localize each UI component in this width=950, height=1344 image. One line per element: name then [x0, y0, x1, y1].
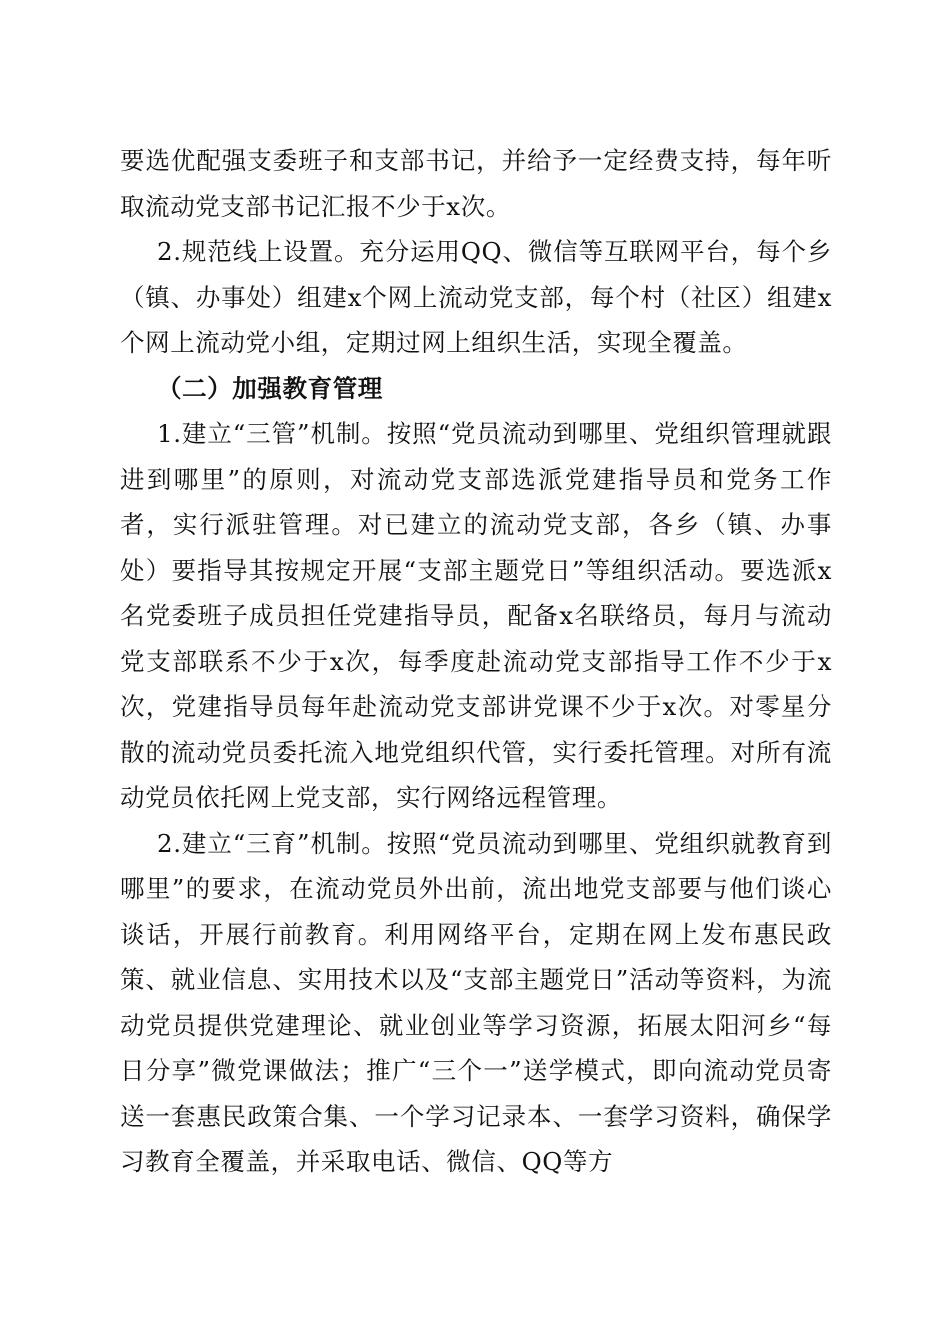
- paragraph-three-management-mechanism: 1.建立“三管”机制。按照“党员流动到哪里、党组织管理就跟进到哪里”的原则，对流动党支部选派党建指导员和党务工作者，实行派驻管理。对已建立的流动党支部，各乡（镇、办事处）要指导其按规定开展“支部主题党日”等组织活动。要选派x名党委班子成员担任党建指导员，配备x名联络员，每月与流动党支部联系不少于x次，每季度赴流动党支部指导工作不少于x次，党建指导员每年赴流动党支部讲党课不少于x次。对零星分散的流动党员委托流入地党组织代管，实行委托管理。对所有流动党员依托网上党支部，实行网络远程管理。: [120, 419, 832, 812]
- paragraph-three-education-mechanism: 2.建立“三育”机制。按照“党员流动到哪里、党组织就教育到哪里”的要求，在流动党员外出前，流出地党支部要与他们谈心谈话，开展行前教育。利用网络平台，定期在网上发布惠民政策、就业信息、实用技术以及“支部主题党日”活动等资料，为流动党员提供党建理论、就业创业等学习资源，拓展太阳河乡“每日分享”微党课做法；推广“三个一”送学模式，即向流动党员寄送一套惠民政策合集、一个学习记录本、一套学习资料，确保学习教育全覆盖，并采取电话、微信、QQ等方: [120, 828, 832, 1176]
- document-body: [120, 138, 832, 1185]
- section-heading-education-management: （二）加强教育管理: [157, 373, 383, 403]
- paragraph-online-setup: 2.规范线上设置。充分运用QQ、微信等互联网平台，每个乡（镇、办事处）组建x个网上流动党支部，每个村（社区）组建x个网上流动党小组，定期过网上组织生活，实现全覆盖。: [120, 237, 832, 357]
- paragraph-continuation: 要选优配强支委班子和支部书记，并给予一定经费支持，每年听取流动党支部书记汇报不少于x次。: [120, 146, 832, 221]
